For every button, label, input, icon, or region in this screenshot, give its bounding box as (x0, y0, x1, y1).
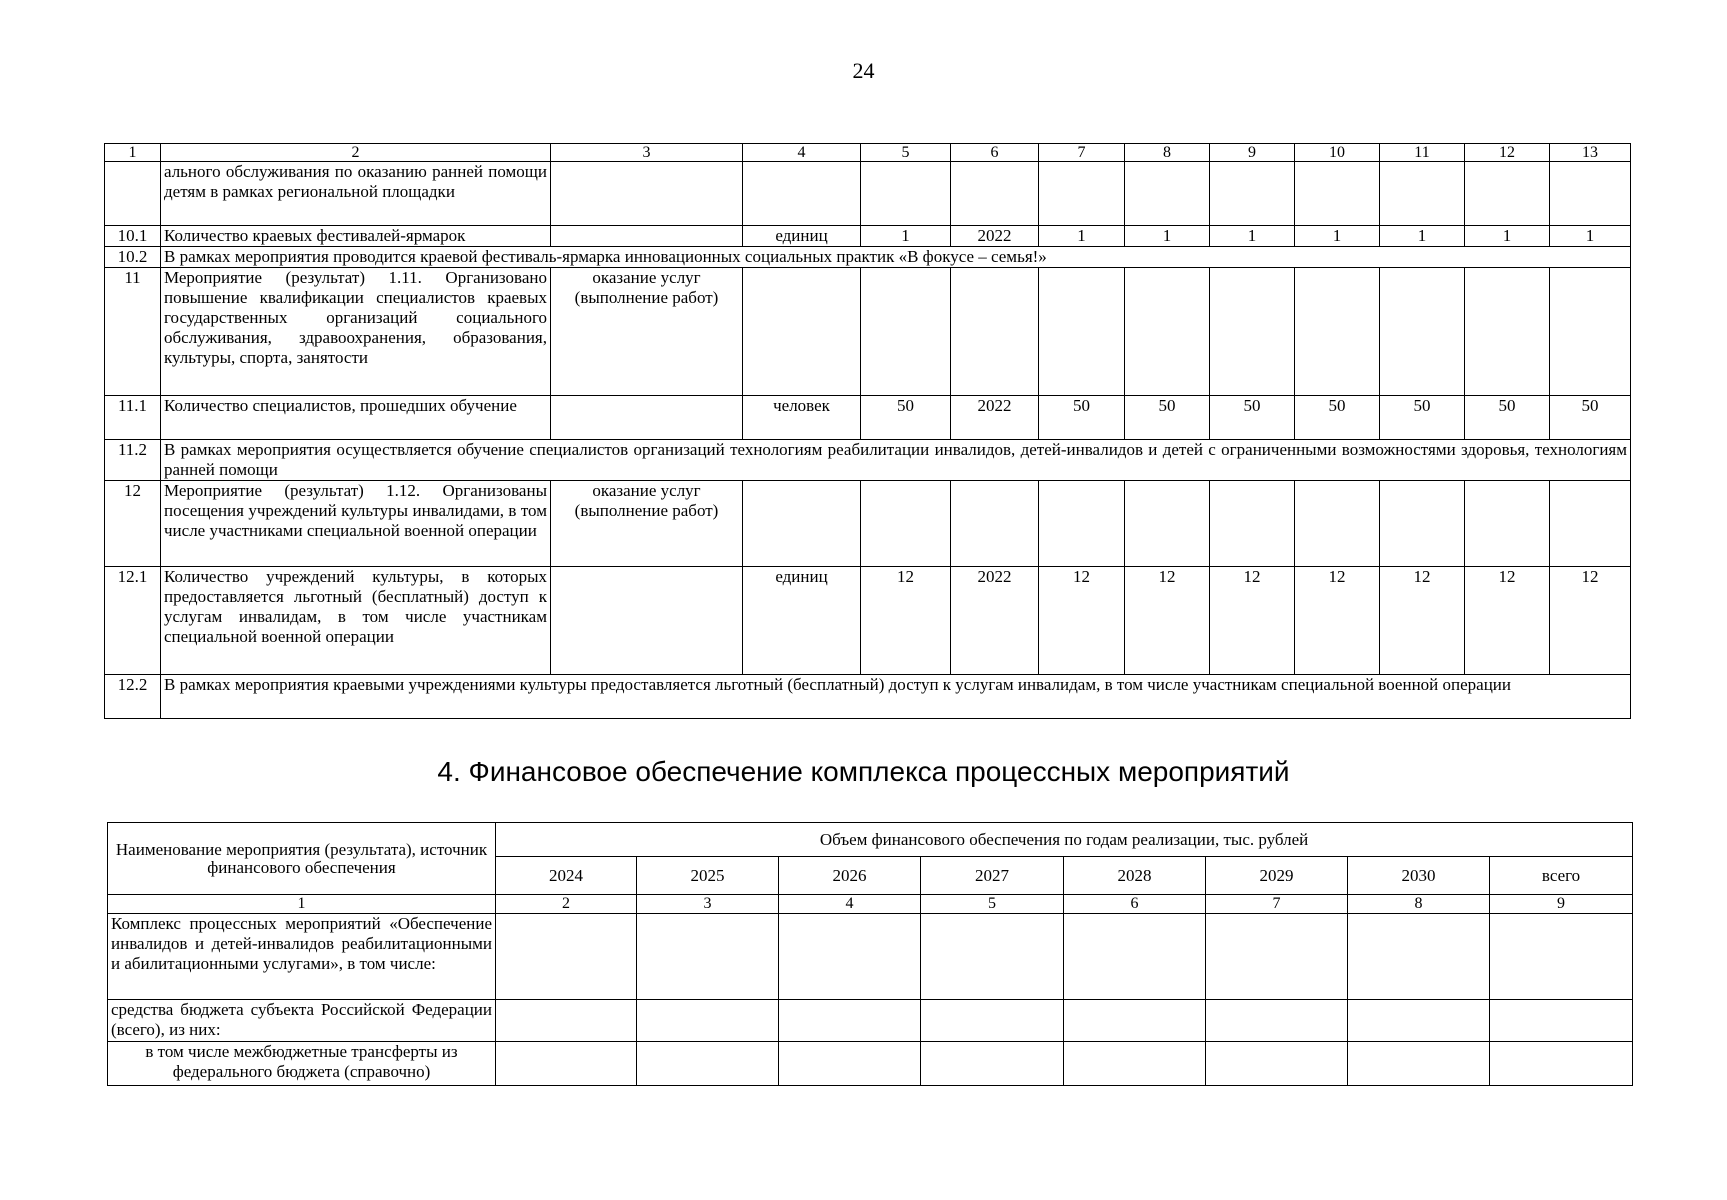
row-number: 11 (105, 268, 161, 396)
row-unit: человек (743, 396, 861, 440)
row-value (1550, 268, 1631, 396)
row-value (1380, 268, 1465, 396)
row-value: 1 (1295, 226, 1380, 247)
column-number: 7 (1206, 895, 1348, 914)
row-value (951, 481, 1039, 567)
row-note: В рамках мероприятия проводится краевой фестиваль-ярмарка инновационных социальных практик «В фокусе – семья!» (161, 247, 1631, 268)
row-value: 1 (1380, 226, 1465, 247)
column-number: 5 (861, 144, 951, 162)
row-value: 12 (1295, 567, 1380, 675)
row-value (1125, 268, 1210, 396)
column-number: 5 (921, 895, 1064, 914)
volume-header: Объем финансового обеспечения по годам реализации, тыс. рублей (496, 823, 1633, 857)
column-number: 10 (1295, 144, 1380, 162)
row-value (861, 481, 951, 567)
column-number: 1 (105, 144, 161, 162)
financing-value (1206, 1042, 1348, 1086)
row-unit (743, 268, 861, 396)
row-type: оказание услуг (выполнение работ) (551, 481, 743, 567)
financing-row (108, 1042, 1633, 1086)
row-unit: единиц (743, 226, 861, 247)
row-type (551, 396, 743, 440)
financing-value (1490, 1042, 1633, 1086)
row-value: 2022 (951, 567, 1039, 675)
row-value: 50 (1210, 396, 1295, 440)
year-header: 2029 (1206, 857, 1348, 895)
row-value (861, 162, 951, 226)
row-value: 1 (1550, 226, 1631, 247)
row-value: 1 (1210, 226, 1295, 247)
row-value: 1 (861, 226, 951, 247)
year-header: 2024 (496, 857, 637, 895)
column-number: 3 (551, 144, 743, 162)
row-value: 50 (861, 396, 951, 440)
row-value: 1 (1039, 226, 1125, 247)
row-value: 50 (1550, 396, 1631, 440)
row-number: 12.1 (105, 567, 161, 675)
column-number: 11 (1380, 144, 1465, 162)
financing-value (637, 1042, 779, 1086)
financing-value (779, 1000, 921, 1042)
column-number: 3 (637, 895, 779, 914)
row-value (951, 268, 1039, 396)
row-name: Количество учреждений культуры, в которых предоставляется льготный (бесплатный) доступ к услугам инвалидам, в том числе участникам специальной военной операции (161, 567, 551, 675)
table-row (105, 268, 1631, 396)
row-value (1210, 481, 1295, 567)
row-number: 12.2 (105, 675, 161, 719)
financing-value (637, 914, 779, 1000)
row-unit (743, 481, 861, 567)
column-number: 12 (1465, 144, 1550, 162)
row-type (551, 226, 743, 247)
column-number: 2 (496, 895, 637, 914)
row-value (1039, 162, 1125, 226)
row-value (1125, 481, 1210, 567)
row-name: Мероприятие (результат) 1.11. Организовано повышение квалификации специалистов краевых государственных организаций социального обслуживания, здравоохранения, образования, культуры, спорта, занятости (161, 268, 551, 396)
table-row (105, 440, 1631, 481)
financing-value (1490, 1000, 1633, 1042)
financing-value (1206, 1000, 1348, 1042)
row-value (1295, 162, 1380, 226)
column-number: 7 (1039, 144, 1125, 162)
row-name: Количество специалистов, прошедших обучение (161, 396, 551, 440)
financing-value (637, 1000, 779, 1042)
row-name: Количество краевых фестивалей-ярмарок (161, 226, 551, 247)
row-note: В рамках мероприятия осуществляется обучение специалистов организаций технологиям реабилитации инвалидов, детей-инвалидов и детей с ограниченными возможностями здоровья, технологиям ранней помощи (161, 440, 1631, 481)
row-value: 50 (1039, 396, 1125, 440)
financing-table (107, 822, 1633, 1086)
table-row (105, 567, 1631, 675)
column-number: 8 (1348, 895, 1490, 914)
financing-value (1348, 1042, 1490, 1086)
table-row (105, 162, 1631, 226)
financing-row (108, 914, 1633, 1000)
column-number: 4 (779, 895, 921, 914)
financing-value (1064, 1000, 1206, 1042)
row-value (1039, 268, 1125, 396)
section-title: 4. Финансовое обеспечение комплекса процессных мероприятий (437, 756, 1290, 787)
row-value: 12 (1125, 567, 1210, 675)
financing-row-name: средства бюджета субъекта Российской Федерации (всего), из них: (108, 1000, 496, 1042)
row-value (951, 162, 1039, 226)
column-number: 8 (1125, 144, 1210, 162)
year-header: 2027 (921, 857, 1064, 895)
row-value: 2022 (951, 396, 1039, 440)
row-value: 12 (1550, 567, 1631, 675)
row-value (1380, 162, 1465, 226)
financing-value (779, 1042, 921, 1086)
row-type (551, 567, 743, 675)
column-number: 9 (1490, 895, 1633, 914)
row-name: Мероприятие (результат) 1.12. Организованы посещения учреждений культуры инвалидами, в том числе участниками специальной военной операции (161, 481, 551, 567)
year-header: всего (1490, 857, 1633, 895)
financing-value (496, 1042, 637, 1086)
financing-value (779, 914, 921, 1000)
row-number: 10.1 (105, 226, 161, 247)
financing-row (108, 1000, 1633, 1042)
row-value: 1 (1465, 226, 1550, 247)
financing-value (496, 914, 637, 1000)
financing-value (1348, 1000, 1490, 1042)
table-row (105, 675, 1631, 719)
financing-value (1348, 914, 1490, 1000)
table-row (105, 481, 1631, 567)
name-header: Наименование мероприятия (результата), источник финансового обеспечения (108, 823, 496, 895)
table-row (105, 226, 1631, 247)
row-note: В рамках мероприятия краевыми учреждениями культуры предоставляется льготный (бесплатный) доступ к услугам инвалидам, в том числе участникам специальной военной операции (161, 675, 1631, 719)
column-number: 6 (951, 144, 1039, 162)
row-unit: единиц (743, 567, 861, 675)
year-header: 2028 (1064, 857, 1206, 895)
row-value (1039, 481, 1125, 567)
row-value: 12 (861, 567, 951, 675)
column-number: 1 (108, 895, 496, 914)
row-value: 12 (1380, 567, 1465, 675)
financing-value (1064, 914, 1206, 1000)
row-value (1465, 162, 1550, 226)
financing-value (1206, 914, 1348, 1000)
row-value: 1 (1125, 226, 1210, 247)
column-number: 4 (743, 144, 861, 162)
column-number: 9 (1210, 144, 1295, 162)
table-row (105, 396, 1631, 440)
financing-value (921, 1000, 1064, 1042)
column-number: 13 (1550, 144, 1631, 162)
row-value (1295, 268, 1380, 396)
row-value: 50 (1380, 396, 1465, 440)
row-value: 2022 (951, 226, 1039, 247)
financing-value (496, 1000, 637, 1042)
row-value (1550, 162, 1631, 226)
row-value (1295, 481, 1380, 567)
page-number: 24 (852, 58, 875, 83)
row-value (1550, 481, 1631, 567)
row-type: оказание услуг (выполнение работ) (551, 268, 743, 396)
row-value (1210, 268, 1295, 396)
row-value: 50 (1125, 396, 1210, 440)
row-value (861, 268, 951, 396)
year-header: 2026 (779, 857, 921, 895)
row-value (1380, 481, 1465, 567)
column-number: 6 (1064, 895, 1206, 914)
row-value: 12 (1039, 567, 1125, 675)
row-number (105, 162, 161, 226)
financing-row-name: в том числе межбюджетные трансферты из федерального бюджета (справочно) (108, 1042, 496, 1086)
row-value: 50 (1295, 396, 1380, 440)
year-header: 2025 (637, 857, 779, 895)
row-value: 50 (1465, 396, 1550, 440)
financing-row-name: Комплекс процессных мероприятий «Обеспечение инвалидов и детей-инвалидов реабилитационными и абилитационными услугами», в том числе: (108, 914, 496, 1000)
table-header-row (105, 144, 1631, 162)
row-number: 11.1 (105, 396, 161, 440)
column-number: 2 (161, 144, 551, 162)
row-number: 12 (105, 481, 161, 567)
table-row (105, 247, 1631, 268)
year-header: 2030 (1348, 857, 1490, 895)
indicators-table (104, 143, 1631, 719)
row-value: 12 (1465, 567, 1550, 675)
row-value (1125, 162, 1210, 226)
row-number: 10.2 (105, 247, 161, 268)
row-name: ального обслуживания по оказанию ранней помощи детям в рамках региональной площадки (161, 162, 551, 226)
row-type (551, 162, 743, 226)
row-value (1465, 268, 1550, 396)
row-value: 12 (1210, 567, 1295, 675)
row-value (1210, 162, 1295, 226)
row-unit (743, 162, 861, 226)
financing-value (921, 1042, 1064, 1086)
row-value (1465, 481, 1550, 567)
row-number: 11.2 (105, 440, 161, 481)
financing-value (921, 914, 1064, 1000)
financing-value (1064, 1042, 1206, 1086)
financing-value (1490, 914, 1633, 1000)
